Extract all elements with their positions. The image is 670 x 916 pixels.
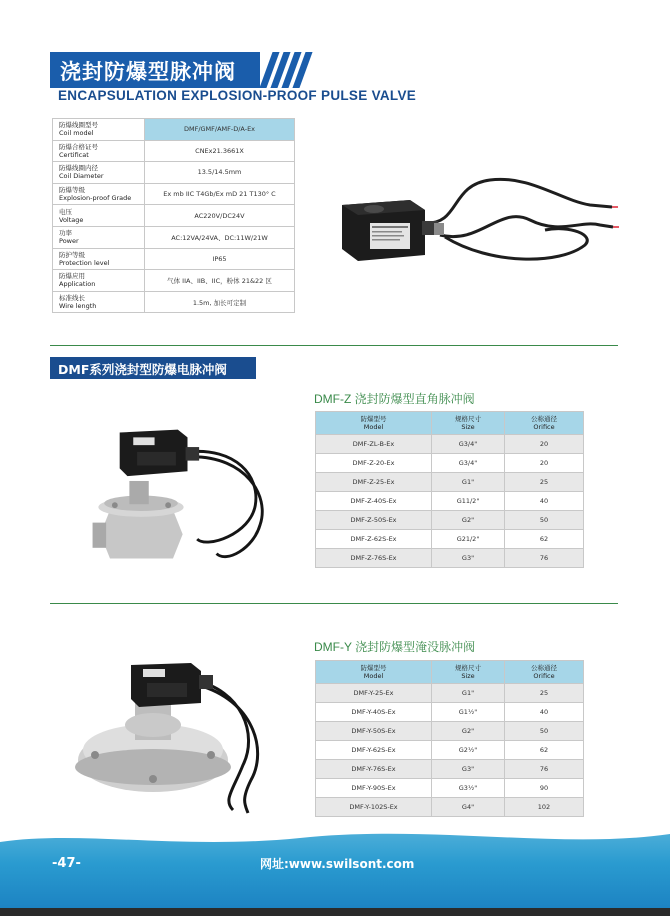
explosion-proof-coil-image: [330, 165, 620, 275]
cell-model: DMF-Y-90S-Ex: [316, 779, 432, 798]
page-number: -47-: [52, 856, 81, 871]
cell-model: DMF-Y-76S-Ex: [316, 760, 432, 779]
series-tag: [50, 357, 256, 379]
table-row: [316, 492, 584, 511]
spec-key-en: Application: [59, 280, 96, 289]
cell-size: G3": [432, 549, 505, 568]
cell-orifice: 62: [505, 530, 584, 549]
page-subtitle: ENCAPSULATION EXPLOSION-PROOF PULSE VALVE: [58, 88, 417, 103]
cell-orifice: 20: [505, 435, 584, 454]
column-header-cn: 规格尺寸: [455, 664, 481, 672]
spec-value: CNEx21.3661X: [145, 140, 295, 162]
spec-key-en: Coil model: [59, 129, 94, 138]
title-bar: [50, 52, 308, 88]
column-header: [505, 661, 584, 684]
cell-orifice: 50: [505, 722, 584, 741]
spec-key: [53, 183, 145, 205]
table-row: [316, 684, 584, 703]
spec-key: [53, 291, 145, 313]
spec-value: Ex mb IIC T4Gb/Ex mD 21 T130° C: [145, 183, 295, 205]
spec-key-cn: 防爆等级: [59, 186, 85, 195]
table-row: [316, 703, 584, 722]
table-header-row: [316, 661, 584, 684]
cell-model: DMF-Y-62S-Ex: [316, 741, 432, 760]
cell-model: DMF-Y-102S-Ex: [316, 798, 432, 817]
cell-orifice: 40: [505, 492, 584, 511]
column-header-cn: 规格尺寸: [455, 415, 481, 423]
cell-size: G1": [432, 684, 505, 703]
spec-value: AC:12VA/24VA、DC:11W/21W: [145, 226, 295, 248]
cell-orifice: 102: [505, 798, 584, 817]
spec-value: AC220V/DC24V: [145, 205, 295, 227]
spec-key: [53, 162, 145, 184]
spec-row: [53, 291, 295, 313]
column-header: [505, 412, 584, 435]
spec-value: DMF/GMF/AMF-D/A-Ex: [145, 119, 295, 141]
cell-orifice: 25: [505, 473, 584, 492]
spec-value: 1.5m, 加长可定制: [145, 291, 295, 313]
spec-row: [53, 119, 295, 141]
cell-model: DMF-Z-25-Ex: [316, 473, 432, 492]
spec-row: [53, 226, 295, 248]
spec-key-en: Power: [59, 237, 79, 246]
spec-key: [53, 140, 145, 162]
spec-key-en: Certificat: [59, 150, 89, 159]
spec-key: [53, 270, 145, 292]
spec-table: [52, 118, 295, 313]
spec-key: [53, 226, 145, 248]
dmf-y-heading: DMF-Y 浇封防爆型淹没脉冲阀: [314, 640, 476, 654]
dmf-z-heading: DMF-Z 浇封防爆型直角脉冲阀: [314, 392, 475, 406]
table-row: [316, 530, 584, 549]
column-header-en: Orifice: [533, 672, 555, 680]
cell-model: DMF-ZL-B-Ex: [316, 435, 432, 454]
column-header-en: Size: [461, 423, 475, 431]
dmf-y-submerged-valve-image: [68, 655, 278, 815]
table-row: [316, 741, 584, 760]
spec-key-cn: 防爆线圈内径: [59, 164, 98, 173]
table-header-row: [316, 412, 584, 435]
column-header-en: Model: [363, 672, 384, 680]
table-row: [316, 798, 584, 817]
cell-model: DMF-Z-50S-Ex: [316, 511, 432, 530]
cell-size: G1": [432, 473, 505, 492]
footer-wave: [0, 820, 670, 860]
spec-value: 气体 IIA、IIB、IIC，粉体 21&22 区: [145, 270, 295, 292]
cell-orifice: 25: [505, 684, 584, 703]
spec-value: 13.5/14.5mm: [145, 162, 295, 184]
column-header-cn: 防爆型号: [360, 664, 387, 672]
column-header: [432, 412, 505, 435]
cell-orifice: 76: [505, 549, 584, 568]
cell-size: G21/2": [432, 530, 505, 549]
spec-row: [53, 270, 295, 292]
table-row: [316, 435, 584, 454]
cell-orifice: 76: [505, 760, 584, 779]
cell-size: G2½": [432, 741, 505, 760]
table-row: [316, 779, 584, 798]
cell-orifice: 20: [505, 454, 584, 473]
cell-orifice: 90: [505, 779, 584, 798]
section-divider: [50, 603, 618, 604]
cell-size: G2": [432, 511, 505, 530]
cell-size: G3½": [432, 779, 505, 798]
spec-row: [53, 248, 295, 270]
table-row: [316, 549, 584, 568]
column-header: [316, 661, 432, 684]
cell-orifice: 62: [505, 741, 584, 760]
column-header-en: Orifice: [533, 423, 555, 431]
column-header-en: Size: [461, 672, 475, 680]
table-row: [316, 760, 584, 779]
spec-key: [53, 119, 145, 141]
spec-row: [53, 162, 295, 184]
cell-model: DMF-Y-25-Ex: [316, 684, 432, 703]
cell-orifice: 40: [505, 703, 584, 722]
column-header-en: Model: [363, 423, 384, 431]
table-row: [316, 473, 584, 492]
spec-key-cn: 防护等级: [59, 250, 85, 259]
spec-key-en: Protection level: [59, 258, 110, 267]
spec-key-cn: 标准线长: [59, 294, 85, 303]
column-header: [432, 661, 505, 684]
table-row: [316, 722, 584, 741]
website-link[interactable]: 网址:www.swilsont.com: [260, 857, 415, 871]
spec-key-en: Explosion-proof Grade: [59, 194, 132, 203]
cell-orifice: 50: [505, 511, 584, 530]
cell-size: G11/2": [432, 492, 505, 511]
dmf-z-right-angle-valve-image: [90, 418, 285, 573]
cell-size: G1½": [432, 703, 505, 722]
column-header-cn: 公称通径: [531, 415, 557, 423]
spec-key-en: Coil Diameter: [59, 172, 104, 181]
title-block: [50, 52, 260, 88]
cell-model: DMF-Z-76S-Ex: [316, 549, 432, 568]
spec-key-en: Voltage: [59, 215, 84, 224]
cell-size: G4": [432, 798, 505, 817]
cell-size: G3/4": [432, 454, 505, 473]
page-title: 浇封防爆型脉冲阀: [60, 60, 236, 84]
column-header-cn: 公称通径: [531, 664, 557, 672]
spec-row: [53, 205, 295, 227]
dmf-y-table: [315, 660, 584, 817]
spec-key-cn: 功率: [59, 229, 72, 238]
cell-model: DMF-Y-50S-Ex: [316, 722, 432, 741]
spec-row: [53, 183, 295, 205]
column-header-cn: 防爆型号: [360, 415, 387, 423]
spec-key: [53, 205, 145, 227]
cell-model: DMF-Z-20-Ex: [316, 454, 432, 473]
spec-key-cn: 防爆线圈型号: [59, 121, 98, 130]
cell-size: G2": [432, 722, 505, 741]
spec-row: [53, 140, 295, 162]
footer-bottom-bar: [0, 908, 670, 916]
table-row: [316, 511, 584, 530]
spec-key-cn: 防爆应用: [59, 272, 85, 281]
spec-key-en: Wire length: [59, 302, 97, 311]
section-divider: [50, 345, 618, 346]
cell-model: DMF-Z-40S-Ex: [316, 492, 432, 511]
cell-size: G3/4": [432, 435, 505, 454]
spec-key-cn: 防爆合格证号: [59, 142, 98, 151]
cell-model: DMF-Y-40S-Ex: [316, 703, 432, 722]
table-row: [316, 454, 584, 473]
series-tag-label: DMF系列浇封型防爆电脉冲阀: [58, 362, 227, 377]
dmf-z-table: [315, 411, 584, 568]
spec-key-cn: 电压: [59, 207, 72, 216]
column-header: [316, 412, 432, 435]
spec-key: [53, 248, 145, 270]
spec-value: IP65: [145, 248, 295, 270]
cell-size: G3": [432, 760, 505, 779]
cell-model: DMF-Z-62S-Ex: [316, 530, 432, 549]
